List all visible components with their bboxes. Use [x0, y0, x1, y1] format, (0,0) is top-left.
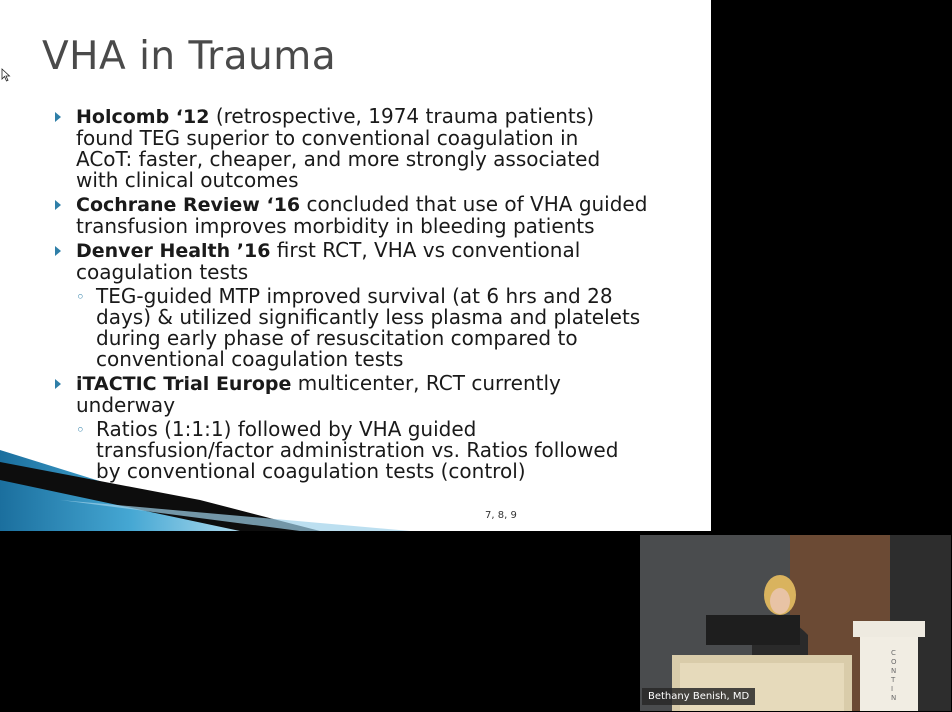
slide-citation: 7, 8, 9	[485, 510, 517, 521]
bullet-lead: iTACTIC Trial Europe	[76, 373, 292, 395]
sub-bullet-ring-icon: ◦	[76, 288, 85, 306]
slide-swoosh-decoration	[0, 440, 711, 531]
bullet-text: underway	[76, 393, 176, 417]
bullet-text: coagulation tests	[76, 260, 249, 284]
bullet-text: transfusion improves morbidity in bleeding patients	[76, 214, 595, 238]
bullet-arrow-icon	[55, 379, 61, 389]
sub-bullet-text: transfusion/factor administration vs. Ratios followed	[96, 438, 619, 462]
bullet-arrow-icon	[55, 200, 61, 210]
bullet-text: concluded that use of VHA guided	[300, 192, 648, 216]
bullet-lead: Cochrane Review ‘16	[76, 194, 301, 216]
bullet-text: (retrospective, 1974 trauma patients)	[209, 104, 594, 128]
speaker-name-label: Bethany Benish, MD	[642, 688, 755, 705]
bullet-denver	[52, 240, 702, 283]
bullet-text: first RCT, VHA vs conventional	[270, 238, 581, 262]
bullet-lead: Holcomb ‘12	[76, 106, 210, 128]
speaker-webcam	[640, 535, 951, 711]
sub-bullet-text: during early phase of resuscitation compared to	[96, 326, 578, 350]
podium-sign-text: C O N T I N	[891, 649, 897, 702]
mouse-cursor-icon	[1, 68, 11, 82]
bullet-text: ACoT: faster, cheaper, and more strongly associated	[76, 147, 601, 171]
sub-bullet-text: days) & utilized significantly less plasma and platelets	[96, 305, 641, 329]
slide-title: VHA in Trauma	[42, 34, 337, 79]
sub-bullet-denver	[52, 286, 702, 370]
sub-bullet-text: Ratios (1:1:1) followed by VHA guided	[96, 417, 477, 441]
bullet-text: found TEG superior to conventional coagulation in	[76, 126, 579, 150]
sub-bullet-text: by conventional coagulation tests (control)	[96, 459, 526, 483]
bullet-arrow-icon	[55, 112, 61, 122]
webcam-scene	[640, 535, 951, 711]
bullet-text: multicenter, RCT currently	[291, 371, 561, 395]
bullet-holcomb	[52, 106, 702, 191]
bullet-text: with clinical outcomes	[76, 168, 299, 192]
sub-bullet-ring-icon: ◦	[76, 421, 85, 439]
bullet-itactic	[52, 373, 702, 416]
bullet-cochrane	[52, 194, 702, 237]
bullet-arrow-icon	[55, 246, 61, 256]
bullet-lead: Denver Health ’16	[76, 240, 271, 262]
bullet-list	[52, 106, 702, 485]
sub-bullet-text: conventional coagulation tests	[96, 347, 404, 371]
sub-bullet-text: TEG-guided MTP improved survival (at 6 hrs and 28	[96, 284, 613, 308]
